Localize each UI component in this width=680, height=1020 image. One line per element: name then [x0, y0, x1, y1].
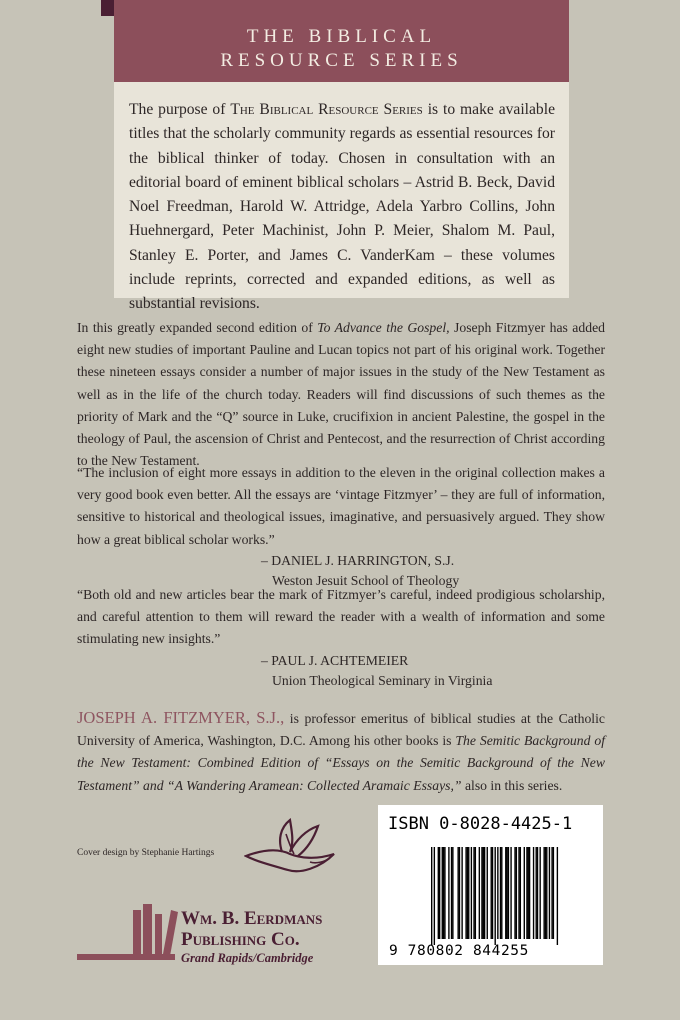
barcode-digits: 9 780802 844255 [389, 943, 529, 959]
series-banner-line1: THE BIBLICAL [246, 26, 437, 47]
author-book-title: The Semitic Background of the New Testament: Combined Edition of “Essays on the Semitic Background of the New Testament” and “A Wandering Aramean: Collected Aramaic Essays,” [77, 733, 605, 793]
barcode-bar [516, 847, 517, 939]
barcode-bar [461, 847, 462, 939]
logo-book-4 [163, 910, 178, 956]
barcode-bar [551, 847, 552, 939]
barcode-bar [553, 847, 554, 939]
barcode-bar [526, 847, 527, 939]
barcode-bar [479, 847, 480, 939]
eerdmans-logo [77, 902, 357, 968]
barcode-bar [481, 847, 482, 939]
barcode-bar [491, 847, 492, 939]
barcode-bar [514, 847, 515, 939]
barcode-bar [451, 847, 452, 939]
cover-design-credit: Cover design by Stephanie Hartings [77, 848, 215, 858]
barcode-bar [529, 847, 530, 939]
endorsement-quote-1 [77, 462, 605, 591]
barcode-bar [543, 847, 544, 939]
barcode-bar [510, 847, 511, 939]
barcode-bar [497, 847, 498, 939]
quote-2-text: “Both old and new articles bear the mark of Fitzmyer’s careful, indeed prodigious scholarship, and careful attention to them will reward the reader with a wealth of information and some stimulating new insights.” [77, 587, 605, 647]
purpose-series-name: The Biblical Resource Series [230, 101, 423, 118]
dove-icon [244, 818, 336, 880]
barcode-bar [495, 847, 496, 945]
description-post: Joseph Fitzmyer has added eight new studies of important Pauline and Lucan topics not part of his original work. Together these nineteen essays consider a number of major issues in the study of the New Testament as well as in the life of the church today. Readers will find discussions of such themes as the priority of Mark and the “Q” source in Luke, crucifixion in ancient Palestine, the gospel in the theology of Paul, the ascension of Christ and Pentecost, and the resurrection of Christ according to the New Testament. [77, 320, 605, 469]
barcode-bar [471, 847, 472, 939]
barcode-bar [539, 847, 540, 939]
barcode-bar [457, 847, 458, 939]
barcode-bar [468, 847, 469, 939]
barcode-bar [492, 847, 493, 939]
barcode-bar [528, 847, 529, 939]
barcode-bar [536, 847, 537, 939]
barcode-bar [465, 847, 466, 939]
publisher-line3: Grand Rapids/Cambridge [181, 951, 314, 965]
barcode-bar [501, 847, 502, 939]
author-bio [77, 707, 605, 797]
publisher-line2: Publishing Co. [181, 929, 300, 950]
barcode-bar [537, 847, 538, 939]
barcode-bar [473, 847, 474, 939]
barcode-bar [524, 847, 525, 939]
barcode-bar [500, 847, 501, 939]
author-name: JOSEPH A. FITZMYER, S.J., [77, 708, 285, 727]
book-description [77, 317, 605, 472]
barcode-bar [508, 847, 509, 939]
purpose-text-post: is to make available titles that the scholarly community regards as essential resources for the biblical thinker of today. Chosen in consultation with an editorial board of eminent biblical scholars – Astrid B. Beck, David Noel Freedman, Harold W. Attridge, Adela Yarbro Collins, John Huehnergard, Peter Machinist, John P. Meier, Shalom M. Paul, Stanley E. Porter, and James C. VanderKam – these volumes include reprints, corrected and expanded editions, as well as substantial revisions. [129, 101, 555, 313]
quote-2-affiliation: Union Theological Seminary in Virginia [272, 672, 493, 688]
barcode-bar [520, 847, 521, 939]
barcode-bar [444, 847, 445, 939]
barcode-bar [467, 847, 468, 939]
logo-book-2 [143, 904, 152, 956]
barcode-bar [506, 847, 507, 939]
series-banner [114, 0, 569, 82]
barcode-bar [483, 847, 484, 939]
quote-1-text: “The inclusion of eight more essays in addition to the eleven in the original collection makes a very good book even better. All the essays are ‘vintage Fitzmyer’ – they are full of information, sensitive to historical and theological issues, imaginative, and persuasively argued. They show how a great biblical scholar works.” [77, 465, 605, 547]
barcode-bar [546, 847, 547, 939]
barcode-bar [459, 847, 460, 939]
barcode-bar [439, 847, 440, 939]
author-bio-post: also in this series. [461, 777, 563, 793]
series-purpose-box [114, 82, 569, 313]
barcode-bar [434, 847, 435, 945]
logo-book-1 [133, 910, 141, 956]
barcode-bar [448, 847, 449, 939]
description-book-title: To Advance the Gospel, [317, 320, 450, 335]
barcode-panel [378, 805, 603, 965]
barcode-bar [475, 847, 476, 939]
barcode-bar [443, 847, 444, 939]
barcode-bar [505, 847, 506, 939]
endorsement-quote-2 [77, 584, 605, 691]
barcode-bar [438, 847, 439, 939]
barcode-bar [452, 847, 453, 939]
barcode-bar [545, 847, 546, 939]
publisher-line1: Wm. B. Eerdmans [181, 908, 323, 929]
barcode-bar [549, 847, 550, 939]
author-bio-pre: is professor emeritus of biblical studies at the Catholic University of America, Washington, D.C. Among his other books is [77, 711, 605, 749]
barcode-bars [378, 805, 603, 965]
series-banner-line2: RESOURCE SERIES [220, 50, 463, 71]
purpose-text-pre: The purpose of [129, 101, 231, 118]
barcode-bar [484, 847, 485, 939]
barcode-bar [533, 847, 534, 939]
barcode-bar [442, 847, 443, 939]
description-pre: In this greatly expanded second edition of [77, 320, 318, 335]
quote-2-name: – PAUL J. ACHTEMEIER [261, 652, 409, 668]
barcode-bar [487, 847, 488, 939]
barcode-bar [518, 847, 519, 939]
quote-1-name: – DANIEL J. HARRINGTON, S.J. [261, 552, 455, 568]
logo-book-3 [155, 914, 162, 956]
quote-1-affiliation: Weston Jesuit School of Theology [272, 572, 460, 588]
barcode-bar [431, 847, 432, 945]
isbn-label: ISBN 0-8028-4425-1 [388, 814, 573, 834]
barcode-bar [557, 847, 558, 945]
